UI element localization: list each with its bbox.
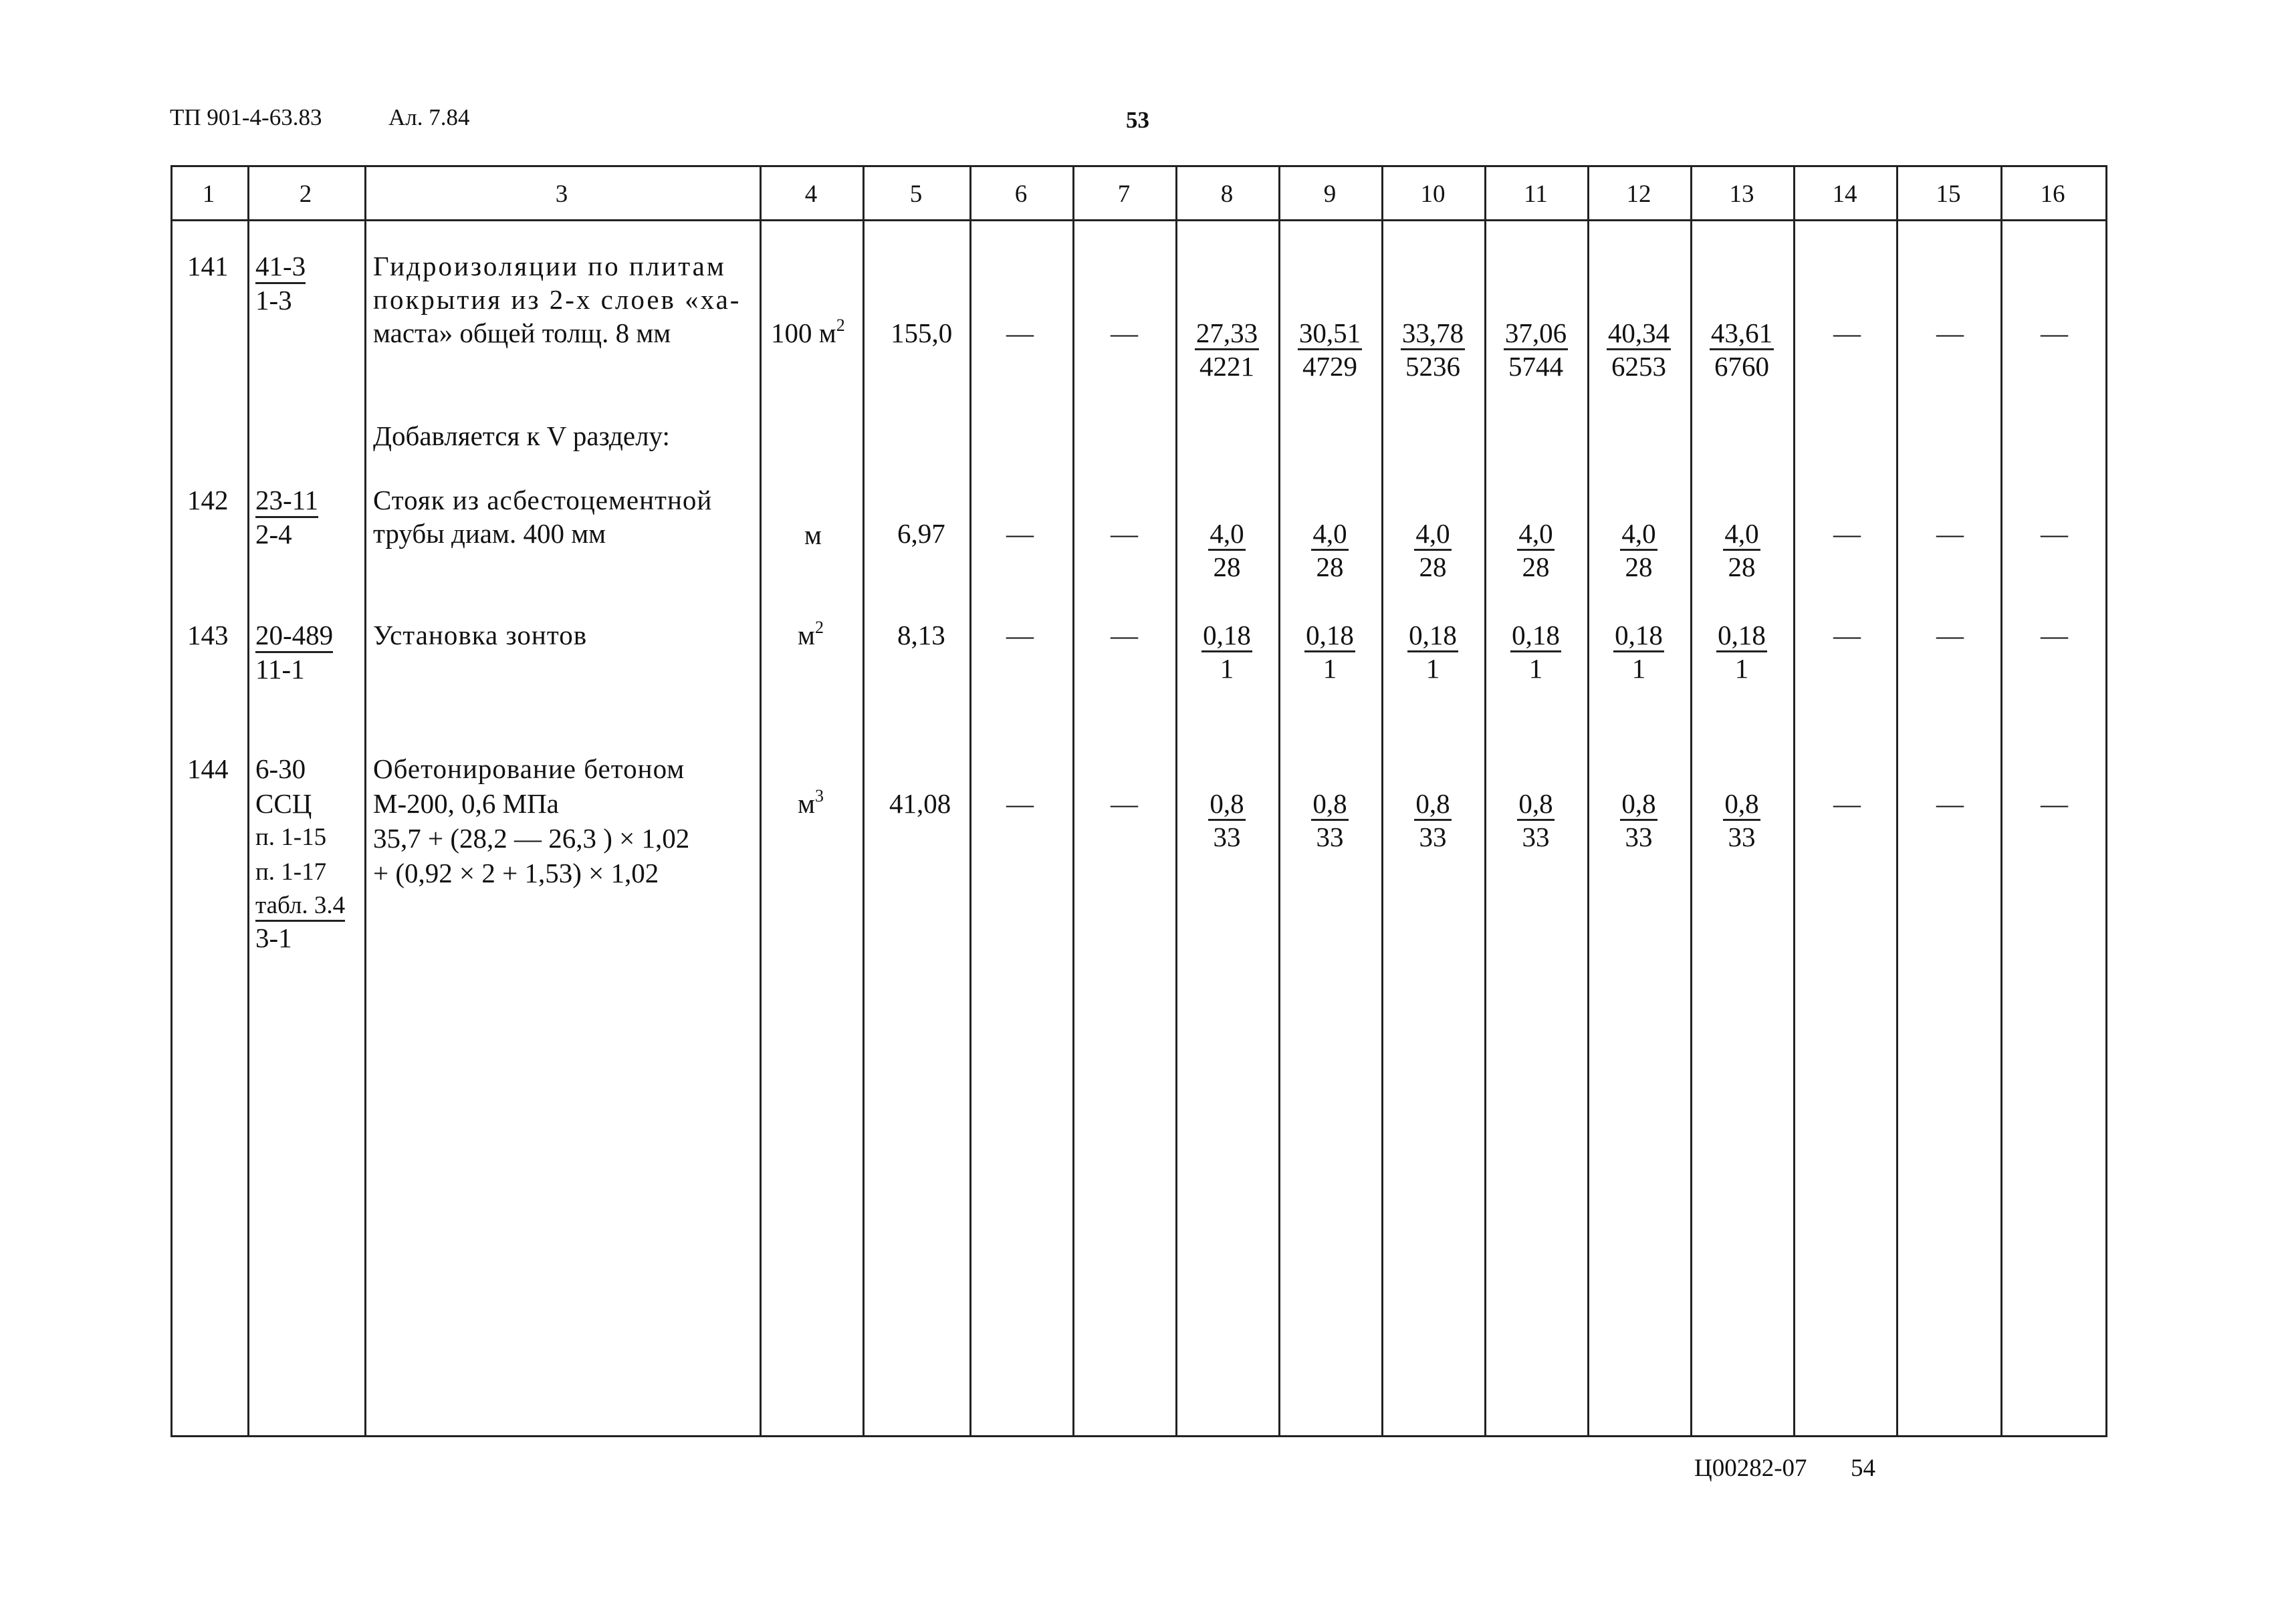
- column-divider: [170, 165, 173, 1437]
- column-header: 3: [555, 180, 568, 208]
- footer-code: Ц00282-07: [1694, 1455, 1807, 1482]
- column-header: 12: [1626, 180, 1651, 208]
- empty-dash: —: [1111, 620, 1138, 650]
- work-description: Гидроизоляции по плитам: [373, 251, 726, 281]
- work-description: М-200, 0,6 МПа: [373, 788, 559, 819]
- header-row-border: [170, 219, 2107, 221]
- quantity: 8,13: [897, 620, 945, 650]
- cost-fraction: $\frac{33,78}{5236}$: [1401, 318, 1464, 382]
- cost-fraction: $\frac{4,0}{28}$: [1621, 518, 1656, 582]
- cost-fraction: $\frac{4,0}{28}$: [1415, 518, 1450, 582]
- empty-dash: —: [1936, 518, 1964, 549]
- work-description: 35,7 + (28,2 — 26,3 ) × 1,02: [373, 823, 690, 854]
- empty-dash: —: [2041, 518, 2068, 549]
- cost-fraction: $\frac{0,8}{33}$: [1518, 788, 1553, 852]
- quantity: 41,08: [889, 788, 951, 819]
- norm-code-top: 23-11: [255, 487, 318, 518]
- norm-code-top: 41-3: [255, 253, 306, 284]
- cost-fraction: $\frac{0,8}{33}$: [1415, 788, 1450, 852]
- row-number: 144: [187, 753, 229, 784]
- unit-of-measure: $м^2$: [798, 618, 824, 650]
- empty-dash: —: [1936, 620, 1964, 650]
- norm-code-bottom: 3-1: [255, 922, 292, 953]
- column-header: 16: [2040, 180, 2065, 208]
- column-header: 6: [1014, 180, 1028, 208]
- row-number: 142: [187, 485, 229, 515]
- norm-code-line: п. 1-15: [255, 824, 327, 851]
- cost-fraction: $\frac{27,33}{4221}$: [1195, 318, 1258, 382]
- cost-fraction: $\frac{0,8}{33}$: [1312, 788, 1347, 852]
- album-number: Ал. 7.84: [388, 104, 470, 130]
- empty-dash: —: [1833, 318, 1861, 348]
- column-header: 11: [1524, 180, 1548, 208]
- footer-sheet-number: 54: [1851, 1455, 1875, 1482]
- unit-of-measure: 100 $м^2$: [771, 316, 845, 348]
- unit-of-measure: м: [804, 519, 822, 550]
- norm-code: [255, 253, 306, 314]
- work-description: + (0,92 × 2 + 1,53) × 1,02: [373, 858, 659, 888]
- cost-fraction: $\frac{43,61}{6760}$: [1710, 318, 1773, 382]
- norm-code-line: ССЦ: [255, 788, 312, 819]
- norm-code: [255, 622, 333, 683]
- cost-fraction: $\frac{37,06}{5744}$: [1504, 318, 1567, 382]
- empty-dash: —: [1006, 518, 1034, 549]
- cost-fraction: $\frac{0,8}{33}$: [1621, 788, 1656, 852]
- work-description: Обетонирование бетоном: [373, 753, 685, 784]
- table-top-border: [170, 165, 2107, 167]
- empty-dash: —: [1111, 518, 1138, 549]
- empty-dash: —: [1936, 318, 1964, 348]
- work-description: покрытия из 2-х слоев «ха-: [373, 284, 741, 315]
- norm-code-bottom: 11-1: [255, 654, 305, 685]
- column-divider: [364, 165, 366, 1437]
- column-header: 4: [804, 180, 818, 208]
- cost-fraction: $\frac{4,0}{28}$: [1312, 518, 1347, 582]
- empty-dash: —: [1833, 788, 1861, 819]
- column-divider: [1072, 165, 1074, 1437]
- unit-of-measure: $м^3$: [798, 786, 824, 819]
- quantity: 6,97: [897, 518, 945, 549]
- column-divider: [863, 165, 865, 1437]
- cost-fraction: $\frac{0,18}{1}$: [1203, 620, 1251, 684]
- norm-code-line: 6-30: [255, 753, 306, 784]
- cost-fraction: $\frac{0,8}{33}$: [1210, 788, 1244, 852]
- column-divider: [969, 165, 971, 1437]
- row-number: 143: [187, 620, 229, 650]
- empty-dash: —: [2041, 318, 2068, 348]
- cost-fraction: $\frac{0,18}{1}$: [1718, 620, 1766, 684]
- column-divider: [2105, 165, 2107, 1437]
- cost-fraction: $\frac{0,18}{1}$: [1615, 620, 1663, 684]
- empty-dash: —: [2041, 620, 2068, 650]
- norm-code: [255, 893, 345, 952]
- cost-fraction: $\frac{4,0}{28}$: [1724, 518, 1759, 582]
- column-header: 2: [299, 180, 312, 208]
- empty-dash: —: [1006, 788, 1034, 819]
- column-divider: [760, 165, 762, 1437]
- cost-fraction: $\frac{40,34}{6253}$: [1607, 318, 1670, 382]
- column-divider: [1793, 165, 1795, 1437]
- column-header: 14: [1832, 180, 1857, 208]
- work-description: маста» общей толщ. 8 мм: [373, 318, 671, 348]
- quantity: 155,0: [891, 318, 953, 348]
- cost-fraction: $\frac{0,8}{33}$: [1724, 788, 1759, 852]
- work-description: Стояк из асбестоцементной: [373, 485, 713, 515]
- work-description: трубы диам. 400 мм: [373, 518, 606, 549]
- empty-dash: —: [1833, 518, 1861, 549]
- empty-dash: —: [1111, 318, 1138, 348]
- empty-dash: —: [1936, 788, 1964, 819]
- column-divider: [1896, 165, 1898, 1437]
- row-number: 141: [187, 251, 229, 281]
- column-header: 5: [909, 180, 923, 208]
- empty-dash: —: [1006, 318, 1034, 348]
- norm-code-bottom: 1-3: [255, 285, 292, 316]
- norm-code: [255, 487, 318, 548]
- column-header: 13: [1729, 180, 1754, 208]
- cost-fraction: $\frac{0,18}{1}$: [1512, 620, 1560, 684]
- page-number: 53: [1126, 107, 1149, 133]
- norm-code-line: п. 1-17: [255, 858, 327, 886]
- cost-fraction: $\frac{0,18}{1}$: [1306, 620, 1354, 684]
- norm-code-top: табл. 3.4: [255, 893, 345, 922]
- work-description: Установка зонтов: [373, 620, 588, 650]
- cost-fraction: $\frac{4,0}{28}$: [1210, 518, 1244, 582]
- cost-fraction: $\frac{30,51}{4729}$: [1298, 318, 1361, 382]
- column-divider: [247, 165, 249, 1437]
- column-header: 1: [202, 180, 215, 208]
- document-code: ТП 901-4-63.83: [170, 104, 322, 130]
- empty-dash: —: [1111, 788, 1138, 819]
- column-header: 10: [1420, 180, 1446, 208]
- empty-dash: —: [2041, 788, 2068, 819]
- empty-dash: —: [1006, 620, 1034, 650]
- norm-code-bottom: 2-4: [255, 519, 292, 549]
- cost-fraction: $\frac{0,18}{1}$: [1409, 620, 1457, 684]
- section-note: Добавляется к V разделу:: [373, 420, 670, 451]
- column-header: 8: [1220, 180, 1234, 208]
- empty-dash: —: [1833, 620, 1861, 650]
- column-header: 15: [1936, 180, 1961, 208]
- column-divider: [2000, 165, 2002, 1437]
- column-header: 9: [1323, 180, 1337, 208]
- norm-code-top: 20-489: [255, 622, 333, 653]
- cost-fraction: $\frac{4,0}{28}$: [1518, 518, 1553, 582]
- table-bottom-border: [170, 1435, 2107, 1437]
- column-header: 7: [1117, 180, 1131, 208]
